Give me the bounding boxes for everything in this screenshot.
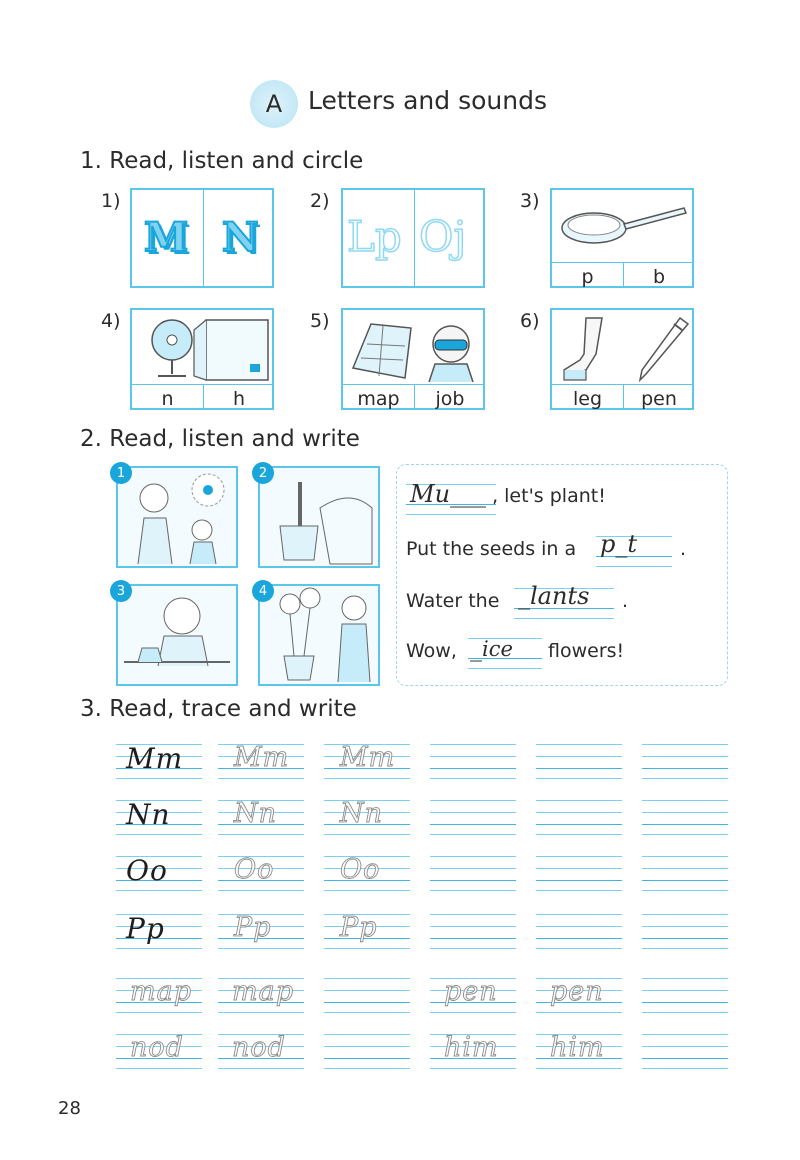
page-number: 28 xyxy=(58,1098,81,1119)
leg-and-pen-icon xyxy=(556,314,690,384)
writing-line-r4-c5[interactable] xyxy=(536,914,622,950)
item-1-number: 1) xyxy=(101,190,121,212)
item-4-card[interactable] xyxy=(130,308,274,410)
picture-1 xyxy=(116,466,238,568)
option-p[interactable]: p xyxy=(581,266,594,288)
item-6-card[interactable] xyxy=(550,308,694,410)
option-Lp[interactable]: Lp xyxy=(347,212,402,261)
sentence-3-fill[interactable]: _lants xyxy=(518,582,590,610)
model-letters: Mm xyxy=(126,742,184,775)
option-pen[interactable]: pen xyxy=(641,388,677,410)
trace-word[interactable]: pen xyxy=(444,976,498,1007)
option-M[interactable]: M xyxy=(144,214,189,261)
section-title: Letters and sounds xyxy=(308,86,547,115)
option-map[interactable]: map xyxy=(357,388,400,410)
picture-4-number: 4 xyxy=(252,580,274,602)
fill-answer-1[interactable]: Mu xyxy=(410,480,451,508)
picture-4 xyxy=(258,584,380,686)
sentence-4-fill[interactable]: _ice xyxy=(470,634,513,662)
option-N[interactable]: N xyxy=(222,214,259,261)
trace-letters[interactable]: Oo xyxy=(234,854,275,885)
picture-2-number: 2 xyxy=(252,462,274,484)
picture-1-number: 1 xyxy=(110,462,132,484)
item-5-number: 5) xyxy=(310,310,330,332)
writing-line-r6-c6[interactable] xyxy=(642,1034,728,1070)
writing-line-r2-c5[interactable] xyxy=(536,800,622,836)
item-5-card[interactable] xyxy=(341,308,485,410)
writing-line-r5-c6[interactable] xyxy=(642,978,728,1014)
planting-seeds-illustration-icon xyxy=(260,468,378,566)
trace-word[interactable]: pen xyxy=(550,976,604,1007)
option-b[interactable]: b xyxy=(652,266,666,288)
trace-letters[interactable]: Mm xyxy=(234,742,290,773)
item-2-card[interactable] xyxy=(341,188,485,288)
option-job[interactable]: job xyxy=(435,388,465,410)
sentence-2-fill[interactable] xyxy=(600,530,637,558)
model-letters: Oo xyxy=(126,854,168,887)
picture-2 xyxy=(258,466,380,568)
option-h[interactable]: h xyxy=(232,388,246,410)
sentence-2 xyxy=(406,538,576,560)
exercise-2-heading: 2. Read, listen and write xyxy=(80,426,360,452)
writing-line-r1-c6[interactable] xyxy=(642,744,728,780)
writing-line-r2-c4[interactable] xyxy=(430,800,516,836)
watering-plant-illustration-icon xyxy=(118,586,236,684)
item-2-number: 2) xyxy=(310,190,330,212)
section-badge xyxy=(250,80,298,128)
option-leg[interactable]: leg xyxy=(572,388,603,410)
trace-letters[interactable]: Pp xyxy=(234,912,272,943)
sentence-4-end: flowers! xyxy=(548,640,625,662)
writing-line-r3-c5[interactable] xyxy=(536,856,622,892)
writing-line-r3-c4[interactable] xyxy=(430,856,516,892)
trace-letters[interactable]: Pp xyxy=(340,912,378,943)
trace-word[interactable]: him xyxy=(550,1032,605,1063)
trace-letters[interactable]: Nn xyxy=(340,798,384,829)
writing-line-r4-c6[interactable] xyxy=(642,914,728,950)
item-4-number: 4) xyxy=(101,310,121,332)
fill-answer-2[interactable]: p_t xyxy=(600,530,638,558)
option-n[interactable]: n xyxy=(161,388,174,410)
writing-line-r3-c6[interactable] xyxy=(642,856,728,892)
sentence-2-text: Put the seeds in a xyxy=(406,538,577,560)
model-letters: Pp xyxy=(126,912,165,945)
exercise-3-heading: 3. Read, trace and write xyxy=(80,696,357,722)
trace-word[interactable]: nod xyxy=(232,1032,286,1063)
sentence-3 xyxy=(406,590,499,612)
fan-and-fridge-icon xyxy=(136,314,270,384)
trace-word[interactable]: him xyxy=(444,1032,499,1063)
sentence-2-end: . xyxy=(680,538,687,560)
sentence-3-text: Water the xyxy=(406,590,500,612)
fill-answer-3[interactable]: lants xyxy=(530,582,590,610)
trace-word[interactable]: nod xyxy=(130,1032,184,1063)
trace-letters[interactable]: Oo xyxy=(340,854,381,885)
trace-letters[interactable]: Mm xyxy=(340,742,396,773)
sentence-3-end: . xyxy=(622,590,629,612)
sentence-1-text: , let's plant! xyxy=(492,485,606,507)
sentence-4-text: Wow, xyxy=(406,640,457,662)
sentence-4 xyxy=(406,640,457,662)
writing-line-r5-c3[interactable] xyxy=(324,978,410,1014)
trace-word[interactable]: map xyxy=(130,976,192,1007)
exercise-1-heading: 1. Read, listen and circle xyxy=(80,148,364,174)
model-letters: Nn xyxy=(126,798,171,831)
trace-word[interactable]: map xyxy=(232,976,294,1007)
picture-3 xyxy=(116,584,238,686)
writing-line-r4-c4[interactable] xyxy=(430,914,516,950)
sentence-1: Mu___ , let's plant! xyxy=(410,480,606,508)
item-3-card[interactable] xyxy=(550,188,694,288)
item-6-number: 6) xyxy=(520,310,540,332)
writing-line-r1-c4[interactable] xyxy=(430,744,516,780)
item-1-card[interactable] xyxy=(130,188,274,288)
writing-line-r6-c3[interactable] xyxy=(324,1034,410,1070)
map-and-pilot-icon xyxy=(347,314,481,384)
item-3-number: 3) xyxy=(520,190,540,212)
trace-letters[interactable]: Nn xyxy=(234,798,278,829)
option-Oj[interactable]: Oj xyxy=(419,212,467,261)
frying-pan-icon xyxy=(556,198,690,252)
writing-line-r1-c5[interactable] xyxy=(536,744,622,780)
sunflowers-illustration-icon xyxy=(260,586,378,684)
gardener-illustration-icon xyxy=(118,468,236,566)
section-letter: A xyxy=(265,90,283,118)
writing-line-r2-c6[interactable] xyxy=(642,800,728,836)
picture-3-number: 3 xyxy=(110,580,132,602)
fill-answer-4[interactable]: ice xyxy=(482,637,513,661)
